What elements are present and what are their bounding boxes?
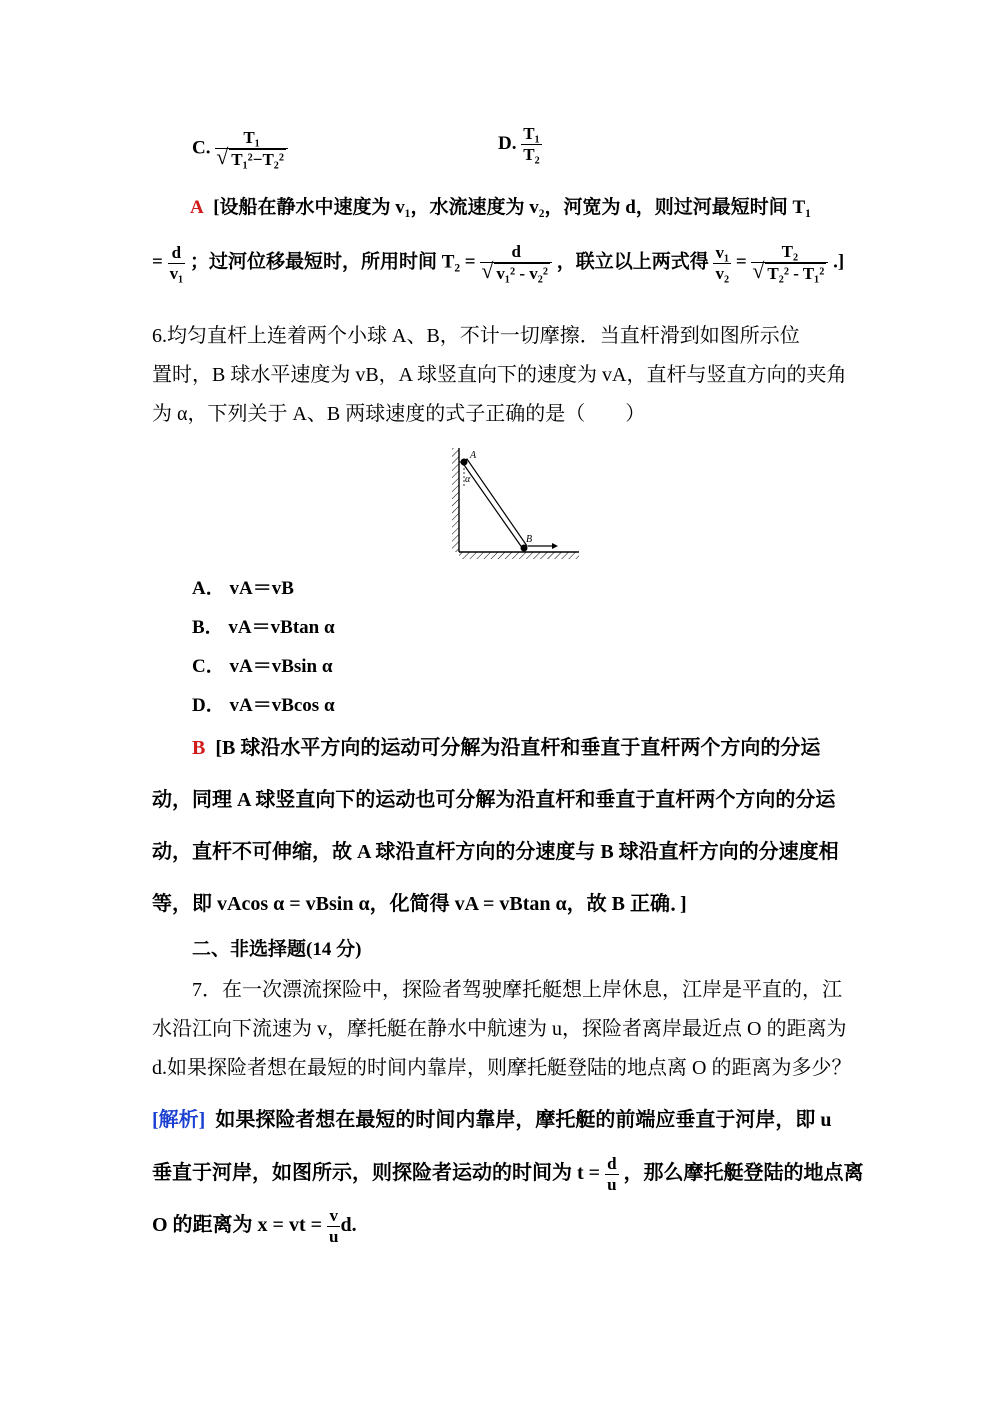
frac-den: √ v₁² - v₂² xyxy=(494,263,550,284)
q6-option-a: A． vA＝vB xyxy=(192,578,294,599)
solution-tag: [解析] xyxy=(152,1109,206,1131)
q6-explanation-line1 xyxy=(192,734,820,762)
q6-exp-text1: [B 球沿水平方向的运动可分解为沿直杆和垂直于直杆两个方向的分运 xyxy=(215,737,821,759)
option-d-fraction xyxy=(521,124,541,165)
q5-exp-text2: ；过河位移最短时，所用时间 T₂ = xyxy=(189,251,476,273)
q7-solution-line3 xyxy=(152,1206,357,1247)
arrow-head xyxy=(552,543,558,549)
q7-stem-line1: 7．在一次漂流探险中，探险者驾驶摩托艇想上岸休息，江岸是平直的，江 xyxy=(192,979,842,1001)
label-alpha: α xyxy=(465,474,471,485)
option-c xyxy=(192,128,288,170)
q7-stem-line2: 水沿江向下流速为 v，摩托艇在静水中航速为 u，探险者离岸最近点 O 的距离为 xyxy=(152,1018,847,1040)
option-c-numerator: T₁ xyxy=(215,128,288,149)
q5-frac-v1-v2 xyxy=(713,243,731,284)
q6-stem-line1: 6.均匀直杆上连着两个小球 A、B，不计一切摩擦．当直杆滑到如图所示位 xyxy=(152,325,800,347)
label-b: B xyxy=(526,534,533,545)
option-c-fraction xyxy=(215,128,288,170)
q6-explanation-line2: 动，同理 A 球竖直向下的运动也可分解为沿直杆和垂直于直杆两个方向的分运 xyxy=(152,789,836,811)
q6-explanation-line3: 动，直杆不可伸缩，故 A 球沿直杆方向的分速度与 B 球沿直杆方向的分速度相 xyxy=(152,841,839,863)
q7-exp-text2: 垂直于河岸，如图所示，则探险者运动的时间为 t = xyxy=(152,1162,601,1185)
q7-exp-text3: ，那么摩托艇登陆的地点离 xyxy=(623,1162,864,1185)
q5-answer: A xyxy=(190,197,204,218)
q7-exp-text1: 如果探险者想在最短的时间内靠岸，摩托艇的前端应垂直于河岸，即 u xyxy=(215,1109,832,1131)
q5-frac-result xyxy=(751,242,828,284)
ball-b xyxy=(521,545,528,552)
frac-num: T₂ xyxy=(751,242,828,263)
option-d-label: D. xyxy=(498,132,517,154)
frac-num: d xyxy=(168,243,186,264)
option-c-label: C. xyxy=(192,137,211,159)
q5-exp-eq: = xyxy=(152,251,163,273)
q5-exp-text3: ，联立以上两式得 xyxy=(556,251,709,273)
frac-den: v₂ xyxy=(715,263,730,283)
q5-exp-eq2: = xyxy=(735,251,747,273)
q5-exp-end: .] xyxy=(833,251,845,273)
rod xyxy=(462,459,527,549)
ball-a xyxy=(461,459,468,466)
frac-den: u xyxy=(607,1175,617,1194)
q5-explanation-line2 xyxy=(152,242,844,284)
q6-option-b: B． vA＝vBtan α xyxy=(192,617,335,638)
frac-den: u xyxy=(329,1227,339,1246)
frac-den: √ T₂² - T₁² xyxy=(765,263,826,284)
frac-den: v₁ xyxy=(169,263,184,283)
q6-stem-line3: 为 α，下列关于 A、B 两球速度的式子正确的是（ ） xyxy=(152,403,646,425)
label-a: A xyxy=(470,450,477,461)
q5-explanation-line1 xyxy=(190,194,811,222)
q5-frac-d-v1 xyxy=(168,243,186,284)
option-c-denominator: √ T₁²−T₂² xyxy=(229,149,286,170)
frac-num: v xyxy=(327,1206,340,1227)
q7-exp-text4: O 的距离为 x = vt = xyxy=(152,1214,323,1237)
section-heading: 二、非选择题(14 分) xyxy=(192,939,362,960)
frac-num: v₁ xyxy=(715,242,730,262)
q7-exp-end: d. xyxy=(340,1214,357,1237)
frac-num: d xyxy=(480,242,552,263)
q7-frac-d-u xyxy=(605,1154,618,1195)
q5-exp-text1: [设船在静水中速度为 v₁，水流速度为 v₂，河宽为 d，则过河最短时间 T₁ xyxy=(213,197,811,218)
q7-stem-line3: d.如果探险者想在最短的时间内靠岸，则摩托艇登陆的地点离 O 的距离为多少？ xyxy=(152,1057,852,1079)
frac-num: d xyxy=(607,1154,617,1173)
q6-stem-line2: 置时，B 球水平速度为 vB，A 球竖直向下的速度为 vA，直杆与竖直方向的夹角 xyxy=(152,364,847,386)
q6-option-d: D． vA＝vBcos α xyxy=(192,695,335,716)
rod-figure xyxy=(448,446,588,560)
option-d-denominator: T₂ xyxy=(523,145,540,164)
option-d-numerator: T₁ xyxy=(523,124,540,143)
option-d xyxy=(498,124,542,165)
q7-solution-line2 xyxy=(152,1154,864,1195)
wall-hatch xyxy=(452,448,459,552)
q6-explanation-line4: 等，即 vAcos α = vBsin α，化简得 vA = vBtan α，故 B 正确．] xyxy=(152,893,687,915)
floor-hatch xyxy=(459,552,579,559)
q7-frac-v-u xyxy=(327,1206,340,1247)
q6-option-c: C． vA＝vBsin α xyxy=(192,656,333,677)
q6-answer: B xyxy=(192,737,206,759)
q7-solution-line1 xyxy=(152,1106,831,1134)
q5-frac-t2 xyxy=(480,242,552,284)
